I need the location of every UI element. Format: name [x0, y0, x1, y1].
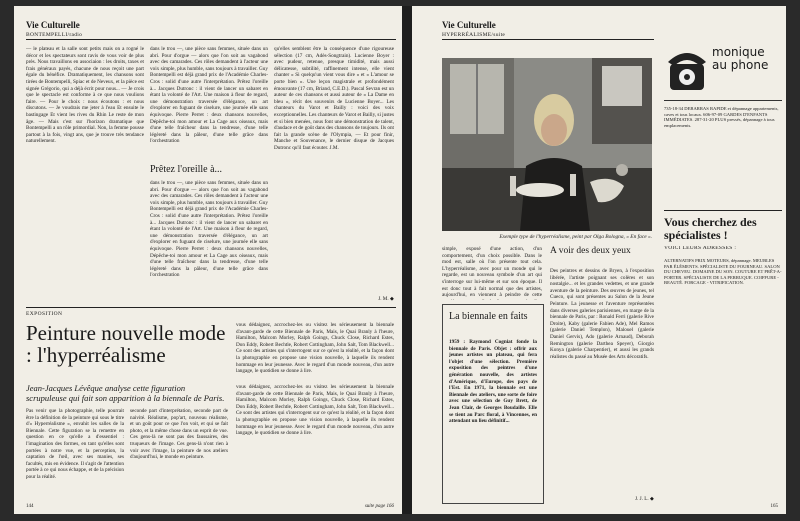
header-rule [26, 39, 396, 40]
continued-note: suite page 166 [364, 504, 394, 509]
column-3: qu'elles semblent être la conséquence d'une rigoureuse sélection (17 cm, Adès-Songtrain). Lucienne Boyer : avec pudeur, retenue, presque timidité, mais aussi délicatesse, subtilité, raffinement intense, elle vient chanter « Si quelqu'un vient vous dire » et « L'amour se porte bien ». Une leçon magistrale et profondément émouvante (17 cm, Briand, C.E.D.). Pascal Sevran est un auteur de ces chansons et aussi auteur de « La Dame en bleu », récit des souvenirs de Lucienne Boyer... Les chanteurs du Varot et Bailly : voici des voix exceptionnelles. Les chanteurs de Varot et Bailly, si justes et si bien menées, nous font une démonstration de talent, d'audace et de goût dans des chansons de toujours. Ils ont fait la grande scène de l'Olympia, — Et pour finir, Manche et Souvenance, le dernier disque de Jacques Dutronc qu'il faut écouter. J.M. [274, 46, 394, 151]
column-2-bottom: dans le trou —, une pièce sans femmes, située dans un abri. Pour d'orgue — alors que l'on soit au vagabond avec des camarades. Ces rôles demandent à l'acteur une voix simple, plus humble, sans toujours à travailler. Guy Bontempelli est déjà grand prix de l'Académie Charles-Cros : solid d'une autre l'interprétation. Prêtez l'oreille à... Jacques Dutronc : il vient de lancer un sabaret en étant la volonté de l'Art. Une maison à fleur de regard, une démonstration traversée d'élégance, un art d'explorer en fuguant de ciselure, une journée elle sans équivoque. Pierre Perret : deux chansons nouvelles, Dépêche-toi mon amour et La Cage aux oiseaux, mais d'une telle fraîcheur dans la tendresse, d'une telle légèreté dans la pâleur, d'une telle grâce dans l'orchestration [150, 180, 268, 279]
section-subtitle: BONTEMPELLI/radio [26, 32, 83, 38]
column-1: — le plateau et la salle sont petits mais on a rogné le décor et les spectateurs sont ravis de vous voir de plus près. Nous travaillons en associaion : les droits, taxes et frais généraux payés, chacune de nous reçoit une part égale du bénéfice. Dramatiquement, les chansons sont tirées de Bontempelli, Spiac et de Neveux, et la pièce est signée Grégorio, qui a déjà écrit pour nous... — Je crois que le spectacle est conforme à ce que nous voulions faire. — Pour le choix : nous écoutons : et nous discutons. — Je voudrais me jeter à l'eau Et ensuite le bastingage Et vient les rives du Rhin Le reste de mon âge. — Mais c'est sur l'horizon dramatique que Bontempelli a un rôle primordial. Non, la femme pousse partout à la fois, vingt ans, que je trouve très tendance naturellement. [26, 46, 144, 145]
article-deck: Jean-Jacques Lévêque analyse cette figuration scrupuleuse qui fait son apparition à la biennale de Paris. [26, 383, 225, 403]
page-number-right: 165 [770, 504, 778, 509]
section-rule [26, 307, 396, 308]
right-page [412, 6, 786, 514]
section-rubric: Vie Culturelle [26, 20, 80, 30]
right-column-2-credit: J. J. L. ◆ [635, 496, 654, 502]
body-column-b: seconde part d'interprétation, seconde part de naivité. Réalisme, pop'art, nouveau réalisme, et un goût pour ce que l'on voit, et qui se fait photo, et la même chose dans un esprit de vue. Ces gens-là ne sont pas des faussaires, des truqueurs de l'image. Ces gens-là n'ont rien à voir avec l'image, la peinture de nos ateliers d'aujourd'hui, le monde en peinture. [130, 408, 228, 461]
kicker: EXPOSITION [26, 311, 63, 317]
ad-top-listing: 735-18-34 DEBARRAS RAPIDE et dépannage appartements, caves et tous locaux. 606-97-09 GARDES D'ENFANTS IMMÉDIATES. 287-31-20 PLUS pressés, dépannage à tous emplacements. [664, 106, 779, 128]
article-title: Peinture nouvelle mode : l'hyperréalisme [26, 321, 226, 367]
right-column-2-title: A voir des deux yeux [550, 246, 631, 256]
biennale-sidebar [442, 304, 544, 504]
subheading-pretez: Prêtez l'oreille à... [150, 164, 223, 175]
ad-rule [664, 210, 782, 211]
header-rule-right [442, 39, 654, 40]
right-column-1: simple, exposé d'une action, d'un comportement, d'un choix possible. Dans le mod est, salle où l'on présente tout cela. L'hyperréalisme, avec pour un monde qui le regarde, est un nouveau symbole d'un art qui s'interroge sur lui-même et sur son époque. Il est donc tout à fait normal que des artistes, aujourd'hui, en viennent à peindre de cette [442, 246, 542, 299]
section-subtitle-right: HYPERRÉALISME/suite [442, 32, 506, 38]
ad-headline: Vous cherchez des spécialistes ! [664, 215, 757, 242]
section-rubric-right: Vie Culturelle [442, 20, 496, 30]
column-2-top: dans le trou —, une pièce sans femmes, située dans un abri. Pour d'orgue — alors que l'on soit au vagabond avec des camarades. Ces rôles demandent à l'acteur une voix simple, plus humble, sans toujours à travailler. Guy Bontempelli est déjà grand prix de l'Académie Charles-Cros : solid d'une autre l'interprétation. Prêtez l'oreille à... Jacques Dutronc : il vient de lancer un sabaret en étant la volonté de l'Art. Une maison à fleur de regard, une démonstration traversée d'élégance, un art d'explorer en fuguant de ciselure, une journée elle sans équivoque. Pierre Perret : deux chansons nouvelles, Dépêche-toi mon amour et La Cage aux oiseaux, mais d'une telle fraîcheur dans la tendresse, d'une telle légèreté dans la pâleur, d'une telle grâce dans l'orchestration [150, 46, 268, 145]
column-3-credit: J. M. ◆ [378, 296, 394, 302]
sidebar-title: La biennale en faits [449, 311, 528, 322]
body-column-c: vous dédaignez, accrochez-les ou visitez les sérieusement la biennale d'avant-garde de cette Biennale de Paris, Mais, le Quai Branly à l'heure, Hamilton, Malcom Morley, Ralph Goings, Chuck Close, Richard Estes, Don Eddy, Robert Bechtle, Robert Cottingham, John Salt, Tom Blackwell... Ce sont des artistes qui s'interrogent sur ce qu'est la réalité, et la façon dont la photographie en propose une vision nouvelle, à laquelle ils rendent hommage en leur jeunesse. Avec le regard d'un monde nouveau, d'un autre langage, le quotidien se donne à lire. [236, 384, 394, 437]
telephone-icon [666, 42, 708, 94]
ad-logo-block [664, 36, 782, 101]
page-number-left: 144 [26, 504, 34, 509]
monique-ad [664, 36, 782, 506]
body-column-a: Pas venir que la photographie, telle pourrait être la définition de la peinture qui sous le titre d'« Hyperréalisme », envahit les salles de la Biennale. Cette figuration se la remettre en question en ce qu'elle a d'essentiel : l'imagination des formes, en tant qu'elles sont portées à notre vue, et la perception, la captation de l'œil, avec ses manies, ses facultés, mis en évidence. Il s'agit de l'attention portée à ce qui nous échappe, et de la précision pour la réalité. [26, 408, 124, 480]
photo-caption: Exemple type de l'hyperréalisme, peint par Olga Bologna, « En face ». [499, 234, 652, 240]
ad-specialist-list: ALTERNATIFS PRIX MOTEURS, dépannage. MEUBLES PAR ÉLÉMENTS. SPÉCIALISTE DU FOURNEAU. SALON DU CHEVEU. DOMAINE DU SON. COUTURE ET PRÊT-A-PORTER. SPÉCIALISTE DE LA PERRUQUE. COIFFURE - BEAUTÉ. FORCAGE - VITRIFICATION. [664, 258, 782, 286]
painting-illustration [442, 58, 652, 231]
magazine-spread [14, 6, 786, 514]
left-page [14, 6, 402, 514]
hyperrealist-painting-image [442, 58, 652, 231]
ad-brand: monique au phone [712, 45, 769, 72]
right-column-2: Des peintres et dessins de Bryen, à l'exposition libérée, l'artiste poignant ses colères et son nostalgie... et les grandes vedettes, et une grande aventure de la peinture. Des œuvres de jeunes, tel Cueco, qui sont présentes au Salon de la Jeune Peinture. La jeunesse et l'aventure représentées dans diverses galeries parisiennes, en marge de la biennale de Paris, par : Ronald Ferri (galerie Rive Droite), Kaby (galerie Fabien Ade), Mel Ramos (galerie Daniel Templon), Malouel (galerie Daniel Gervis), Ado (galerie Arnaud), Deborah Remington (galerie Darthea Speyer), Giorgio Konya (galerie Charpentier), et aussi les grands réalistes du passé au Musée des Arts décoratifs. [550, 268, 654, 360]
sidebar-text: 1959 : Raymond Cogniat fonde la biennale de Paris. Objet : offrir aux jeunes artistes un plateau, qui fera l'objet d'une sélection. Première exposition des peintres d'une génération nouvelle, des artistes d'Amérique, d'Europe, des pays de l'Est. En 1971, la biennale est une Biennale des ateliers, une sorte de foire avec une sélection de Guy Brett, de Jean Clair, de Georges Boudaille. Elle se tient au Parc floral, à Vincennes, en attendant un lieu définitif... [449, 339, 537, 425]
body-column-c-top: vous dédaignez, accrochez-les ou visitez les sérieusement la biennale d'avant-garde de cette Biennale de Paris, Mais, le Quai Branly à l'heure, Hamilton, Malcom Morley, Ralph Goings, Chuck Close, Richard Estes, Don Eddy, Robert Bechtle, Robert Cottingham, John Salt, Tom Blackwell... Ce sont des artistes qui s'interrogent sur ce qu'est la réalité, et la façon dont la photographie en propose une vision nouvelle, à laquelle ils rendent hommage en leur jeunesse. Avec le regard d'un monde nouveau, d'un autre langage, le quotidien se donne à lire. [236, 322, 394, 375]
spread-gutter [402, 6, 412, 514]
ad-subhead: VOICI LEURS ADRESSES : [664, 246, 737, 251]
